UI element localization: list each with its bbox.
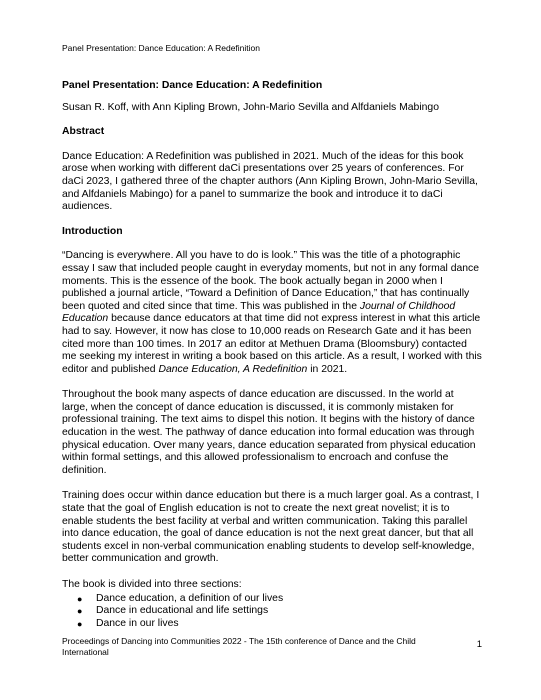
introduction-heading: Introduction [62,225,123,237]
list-item: ● Dance education, a definition of our lives [77,592,284,604]
running-header: Panel Presentation: Dance Education: A Redefinition [62,43,260,53]
introduction-paragraph-2: Throughout the book many aspects of dance education are discussed. In the world at large, when the concept of dance education is discussed, it is commonly mistaken for professional training. The text aims to dispel this notion. It begins with the history of dance education in the west. The pathway of dance education into formal education was through physical education. Over many years, dance education separated from physical education within formal settings, and this allowed professionalism to encroach and confuse the definition. [62,389,476,476]
page-number: 1 [476,639,482,650]
list-item: ● Dance in our lives [77,617,179,629]
abstract-heading: Abstract [62,126,105,138]
book-title: Dance Education, A Redefinition [158,363,308,375]
abstract-paragraph: Dance Education: A Redefinition was published in 2021. Much of the ideas for this book arose when working with different daCi presentations over 25 years of conferences. For daCi 2023, I gathered three of the chapter authors (Ann Kipling Brown, John-Mario Sevilla, and Alfdaniels Mabingo) for a panel to summarize the book and introduce it to daCi audiences. [62,150,478,213]
footer-text: Proceedings of Dancing into Communities 2022 - The 15th conference of Dance and the Child International [62,636,416,657]
article-authors: Susan R. Koff, with Ann Kipling Brown, John-Mario Sevilla and Alfdaniels Mabingo [62,101,439,113]
list-item: ● Dance in educational and life settings [77,605,269,617]
sections-intro: The book is divided into three sections: [62,579,242,590]
article-body [62,80,482,630]
introduction-paragraph-3: Training does occur within dance education but there is a much larger goal. As a contrast, I state that the goal of English education is not to create the next great novelist; it is to enable students the best facility at verbal and written communication. Taking this parallel into dance education, the goal of dance education is not the next great dancer, but that all students excel in non-verbal communication enabling students to develop self-knowledge, better communication and growth. [62,490,480,565]
intro-p1-text-e: in 2021. [307,363,348,375]
journal-title: Journal of Childhood Education [62,300,456,325]
page-footer [62,636,482,658]
bullet-icon: ● [77,606,83,617]
introduction-paragraph-1 [62,250,482,376]
intro-p1-text-a: “Dancing is everywhere. All you have to do is look.” This was the title of a photographic essay I saw that included people caught in everyday moments, but not in any formal dance moments. This is the essence of the book. The book actually began in 2000 when I published a journal article, “Toward a Definition of Dance Education,” that has continually been quoted and cited since that time. This was published in the [62,250,480,312]
article-title: Panel Presentation: Dance Education: A Redefinition [62,80,323,91]
book-sections-list [62,593,482,631]
bullet-icon: ● [77,593,83,604]
bullet-icon: ● [77,618,83,629]
intro-p1-text-c: because dance educators at that time did not express interest in what this article had to say. However, it now has close to 10,000 reads on Research Gate and it has been cited more than 100 times. In 2017 an editor at Methuen Drama (Bloomsbury) contacted me seeking my interest in writing a book based on this article. As a result, I worked with this editor and published [62,313,482,375]
